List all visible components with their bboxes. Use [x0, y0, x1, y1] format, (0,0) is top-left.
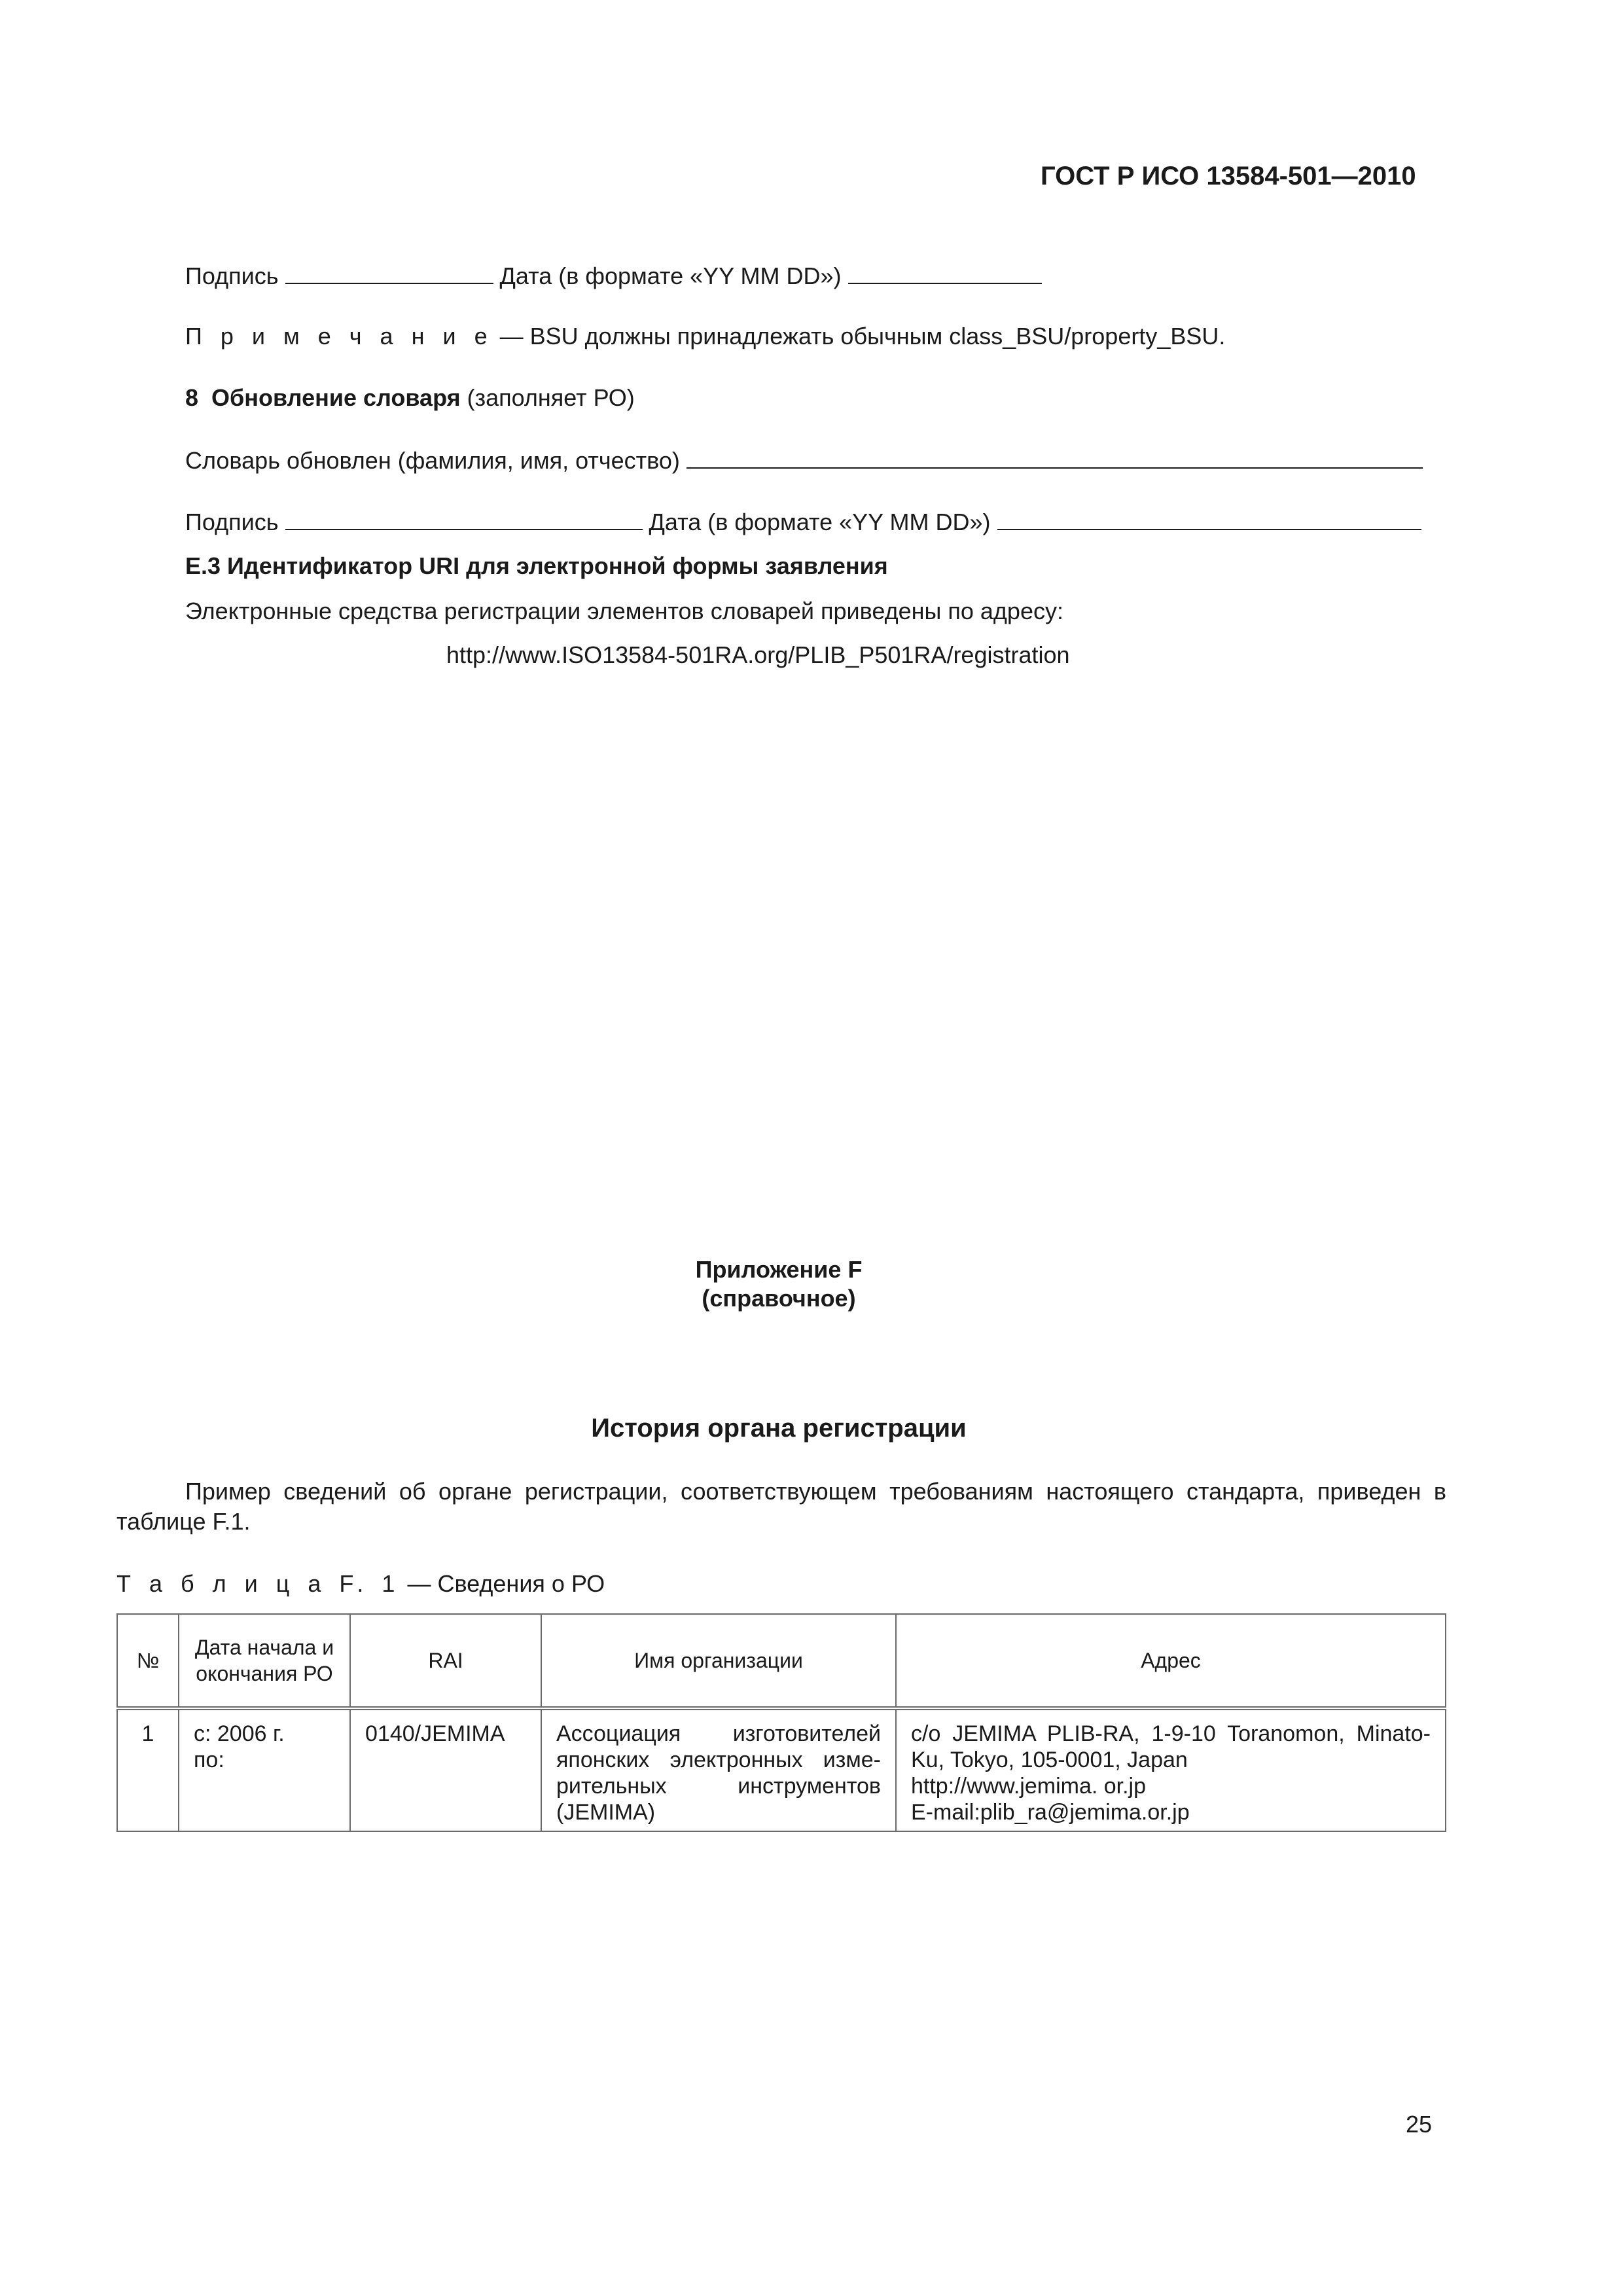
- cell-address-web[interactable]: http://www.jemima. or.jp: [911, 1774, 1147, 1799]
- signature-label: Подпись: [185, 262, 279, 289]
- note-text: — BSU должны принадлежать обычным class_BSU/property_BSU.: [499, 323, 1226, 350]
- signature-date-row: [185, 260, 1042, 291]
- signature-field[interactable]: [285, 260, 493, 284]
- cell-date-from: с: 2006 г.: [194, 1721, 285, 1746]
- dictionary-updated-field[interactable]: [687, 445, 1423, 469]
- header-address: Адрес: [896, 1614, 1446, 1708]
- page-number: 25: [1406, 2111, 1433, 2138]
- annex-heading: История органа регистрации: [591, 1414, 967, 1443]
- header-rai: RAI: [350, 1614, 541, 1708]
- annex-subtitle: (справочное): [702, 1285, 856, 1312]
- document-number: ГОСТ Р ИСО 13584-501—2010: [1041, 162, 1416, 190]
- ra-table: [116, 1613, 1446, 1832]
- section-8-heading: [185, 384, 635, 412]
- cell-rai: 0140/JEMIMA: [350, 1708, 541, 1831]
- annex-intro: Пример сведений об органе регистрации, соответствующем требованиям настоящего стандарта, приведен в таблице F.1.: [116, 1478, 1446, 1535]
- date-field[interactable]: [848, 260, 1042, 284]
- cell-org-name: Ассоциация изготовителей японских электронных изме-рительных инструментов (JEMIMA): [541, 1708, 896, 1831]
- section-e3-heading: Е.3 Идентификатор URI для электронной формы заявления: [185, 552, 888, 579]
- note-label: П р и м е ч а н и е: [185, 323, 493, 350]
- dictionary-updated-label: Словарь обновлен (фамилия, имя, отчество): [185, 447, 680, 474]
- dictionary-updated-row: [185, 445, 1423, 475]
- section-8-number: 8: [185, 384, 199, 411]
- date-label: Дата (в формате «YY MM DD»): [499, 262, 842, 289]
- cell-address-email[interactable]: E-mail:plib_ra@jemima.or.jp: [911, 1800, 1190, 1825]
- cell-date-to: по:: [194, 1748, 224, 1772]
- signature-date-row-2: [185, 507, 1421, 537]
- table-row: [117, 1708, 1446, 1831]
- table-header-row: [117, 1614, 1446, 1708]
- header-org-name: Имя организации: [541, 1614, 896, 1708]
- section-8-suffix: (заполняет РО): [467, 384, 635, 411]
- header-number: №: [117, 1614, 179, 1708]
- cell-dates: [179, 1708, 350, 1831]
- date-field-2[interactable]: [997, 507, 1421, 530]
- cell-number: 1: [117, 1708, 179, 1831]
- cell-address-line: c/o JEMIMA PLIB-RA, 1-9-10 Toranomon, Minato-Ku, Tokyo, 105-0001, Japan: [911, 1721, 1431, 1772]
- cell-address: [896, 1708, 1446, 1831]
- section-8-title: Обновление словаря: [211, 384, 461, 411]
- table-caption-text: — Сведения о РО: [407, 1570, 605, 1597]
- date-label-2: Дата (в формате «YY MM DD»): [649, 509, 991, 535]
- table-caption-label: Т а б л и ц а F. 1: [116, 1570, 401, 1597]
- header-dates: Дата начала и окончания РО: [179, 1614, 350, 1708]
- section-e3-text: Электронные средства регистрации элементов словарей приведены по адресу:: [185, 598, 1063, 624]
- registration-url[interactable]: http://www.ISO13584-501RA.org/PLIB_P501RA/registration: [446, 641, 1070, 668]
- signature-label-2: Подпись: [185, 509, 279, 535]
- note: [185, 322, 1225, 351]
- table-caption: [116, 1570, 605, 1598]
- signature-field-2[interactable]: [285, 507, 643, 530]
- annex-title: Приложение F: [695, 1256, 863, 1283]
